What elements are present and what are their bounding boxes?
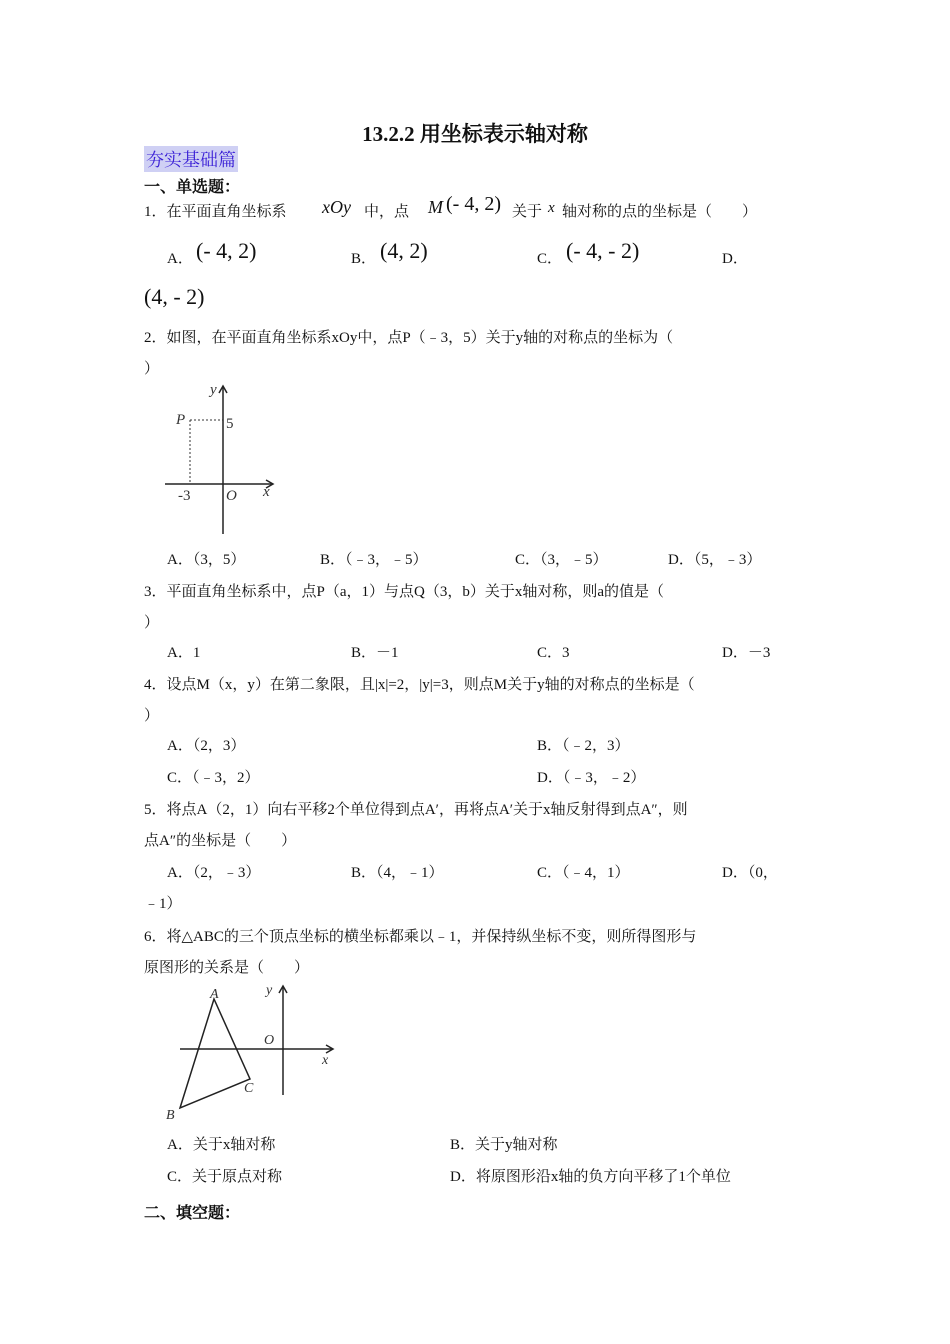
q1-xoy: xOy bbox=[322, 197, 351, 217]
q1-option-c: (- 4, - 2) bbox=[566, 238, 640, 263]
q1-option-b: (4, 2) bbox=[380, 238, 428, 263]
fig-label-c: C bbox=[244, 1081, 254, 1096]
q5-option-b: B．（4，﹣1） bbox=[351, 865, 444, 881]
q6-option-a: A．关于x轴对称 bbox=[167, 1137, 276, 1153]
q1-option-a: (- 4, 2) bbox=[196, 238, 257, 263]
q1-stem: 1．在平面直角坐标系 bbox=[144, 204, 287, 220]
q3-line2: ） bbox=[144, 615, 160, 631]
q3-option-c: C．3 bbox=[537, 645, 570, 661]
q6-option-d: D．将原图形沿x轴的负方向平移了1个单位 bbox=[450, 1169, 731, 1185]
q2-option-d: D．（5，﹣3） bbox=[668, 552, 762, 568]
q3-option-b: B．－1 bbox=[351, 645, 399, 661]
page-title: 13.2.2 用坐标表示轴对称 bbox=[362, 122, 588, 146]
q5-option-d-cont: ﹣1） bbox=[144, 896, 182, 912]
fig-label-a: A bbox=[210, 987, 219, 1002]
q1-point: (- 4, 2) bbox=[446, 193, 501, 215]
q5-line1: 5．将点A（2，1）向右平移2个单位得到点A′，再将点A′关于x轴反射得到点A″，则 bbox=[144, 802, 688, 818]
fig-label-5: 5 bbox=[226, 416, 234, 432]
q5-option-d: D．（0， bbox=[722, 865, 778, 881]
fig-label-origin: O bbox=[226, 488, 237, 504]
q1-stem-c: 中，点 bbox=[364, 204, 410, 220]
q1-x: x bbox=[548, 200, 555, 216]
q4-option-d: D．（﹣3，﹣2） bbox=[537, 770, 646, 786]
triangle-abc bbox=[180, 999, 250, 1108]
q3-option-a: A．1 bbox=[167, 645, 201, 661]
q1-option-d-label: D． bbox=[722, 251, 748, 267]
fig-label-x: x bbox=[322, 1053, 329, 1068]
fig-label-origin: O bbox=[264, 1033, 275, 1048]
q4-line1: 4．设点M（x，y）在第二象限，且|x|=2，|y|=3，则点M关于y轴的对称点的坐标是（ bbox=[144, 677, 695, 693]
q4-option-c: C．（﹣3，2） bbox=[167, 770, 260, 786]
q6-line2: 原图形的关系是（ ） bbox=[144, 960, 310, 976]
q1-stem-f: 关于 bbox=[512, 204, 543, 220]
fig-label-b: B bbox=[166, 1108, 175, 1123]
q3-line1: 3．平面直角坐标系中，点P（a，1）与点Q（3，b）关于x轴对称，则a的值是（ bbox=[144, 584, 664, 600]
q5-option-a: A．（2，﹣3） bbox=[167, 865, 261, 881]
q3-option-d: D．－3 bbox=[722, 645, 771, 661]
q1-option-d: (4, - 2) bbox=[144, 284, 205, 309]
q1-option-a-label: A． bbox=[167, 251, 193, 267]
fig-label-neg3: -3 bbox=[178, 488, 191, 504]
q6-option-b: B．关于y轴对称 bbox=[450, 1137, 558, 1153]
q6-line1: 6．将△ABC的三个顶点坐标的横坐标都乘以﹣1，并保持纵坐标不变，则所得图形与 bbox=[144, 929, 697, 945]
q2-option-b: B．（﹣3，﹣5） bbox=[320, 552, 428, 568]
q2-option-c: C．（3，﹣5） bbox=[515, 552, 608, 568]
part1-heading: 一、单选题： bbox=[144, 177, 241, 196]
q1-stem-h: 轴对称的点的坐标是（ ） bbox=[562, 204, 758, 220]
fig-label-p: P bbox=[176, 412, 186, 428]
q4-line2: ） bbox=[144, 708, 160, 724]
q2-option-a: A．（3，5） bbox=[167, 552, 246, 568]
q1-m: M bbox=[428, 197, 443, 217]
q1-option-b-label: B． bbox=[351, 251, 377, 267]
q2-line1: 2．如图，在平面直角坐标系xOy中，点P（﹣3，5）关于y轴的对称点的坐标为（ bbox=[144, 330, 674, 346]
q4-option-b: B．（﹣2，3） bbox=[537, 738, 630, 754]
q2-line2: ） bbox=[144, 361, 160, 377]
q6-option-c: C．关于原点对称 bbox=[167, 1169, 283, 1185]
q4-option-a: A．（2，3） bbox=[167, 738, 246, 754]
fig-label-y: y bbox=[210, 382, 217, 398]
q5-option-c: C．（﹣4，1） bbox=[537, 865, 630, 881]
q6-figure bbox=[160, 978, 340, 1126]
fig-label-x: x bbox=[263, 484, 270, 500]
q2-figure bbox=[160, 378, 280, 538]
fig-label-y: y bbox=[266, 983, 273, 998]
part2-heading: 二、填空题： bbox=[144, 1203, 241, 1222]
q5-line2: 点A″的坐标是（ ） bbox=[144, 833, 297, 849]
section-label: 夯实基础篇 bbox=[144, 146, 238, 172]
q1-option-c-label: C． bbox=[537, 251, 563, 267]
